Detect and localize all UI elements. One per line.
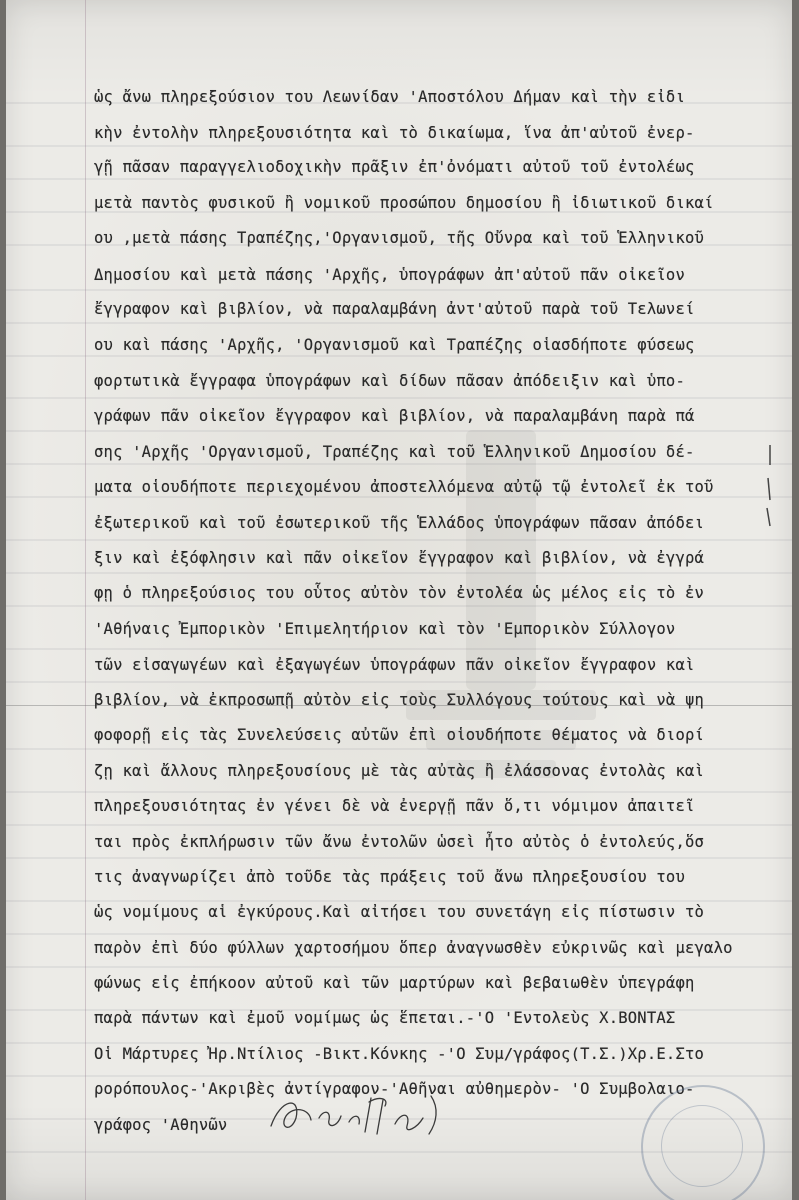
text-line: γράφος 'Αθηνῶν	[94, 1116, 228, 1134]
text-line: ἐξωτερικοῦ καὶ τοῦ ἐσωτερικοῦ τῆς Ἑλλάδος ὑπογράφων πᾶσαν ἀπόδει	[94, 514, 705, 532]
text-line: ἔγγραφον καὶ βιβλίον, νὰ παραλαμβάνη ἀντ'αὐτοῦ παρὰ τοῦ Τελωνεί	[94, 300, 695, 318]
text-line: τις ἀναγνωρίζει ἀπὸ τοῦδε τὰς πράξεις τοῦ ἄνω πληρεξουσίου του	[94, 868, 685, 886]
text-line: παρὰ πάντων καὶ ἐμοῦ νομίμως ὡς ἕπεται.-'Ο 'Εντολεὺς Χ.ΒΟΝΤΑΣ	[94, 1009, 676, 1027]
text-line: ρορόπουλος-'Ακριβὲς ἀντίγραφον-'Αθῆναι αὐθημερὸν- 'Ο Συμβολαιο-	[94, 1080, 695, 1098]
text-line: ὡς νομίμους αἱ ἐγκύρους.Καὶ αἰτήσει του συνετάγη εἰς πίστωσιν τὸ	[94, 903, 705, 921]
text-line: ται πρὸς ἐκπλήρωσιν τῶν ἄνω ἐντολῶν ὡσεὶ ἦτο αὐτὸς ὁ ἐντολεύς,ὅσ	[94, 833, 705, 851]
text-line: ου καὶ πάσης 'Αρχῆς, 'Οργανισμοῦ καὶ Τραπέζης οἱασδήποτε φύσεως	[94, 336, 695, 354]
text-line: ματα οἱουδήποτε περιεχομένου ἀποστελλόμενα αὐτῷ τῷ ἐντολεῖ ἐκ τοῦ	[94, 478, 714, 496]
text-line: κὴν ἐντολὴν πληρεξουσιότητα καὶ τὸ δικαίωμα, ἵνα ἀπ'αὐτοῦ ἐνερ-	[94, 124, 695, 142]
text-line: μετὰ παντὸς φυσικοῦ ἢ νομικοῦ προσώπου δημοσίου ἢ ἰδιωτικοῦ δικαί	[94, 194, 714, 212]
text-line: γράφων πᾶν οἰκεῖον ἔγγραφον καὶ βιβλίον, νὰ παραλαμβάνη παρὰ πά	[94, 407, 695, 425]
text-line: φοφορῇ εἰς τὰς Συνελεύσεις αὐτῶν ἐπὶ οἱουδήποτε θέματος νὰ διορί	[94, 726, 705, 744]
text-line: γῇ πᾶσαν παραγγελιοδοχικὴν πρᾶξιν ἐπ'ὀνόματι αὐτοῦ τοῦ ἐντολέως	[94, 158, 695, 176]
text-line: φῃ ὁ πληρεξούσιος του οὗτος αὐτὸν τὸν ἐντολέα ὡς μέλος εἰς τὸ ἐν	[94, 584, 705, 602]
text-line: ξιν καὶ ἐξόφλησιν καὶ πᾶν οἰκεῖον ἔγγραφον καὶ βιβλίον, νὰ ἐγγρά	[94, 549, 705, 567]
text-line: τῶν εἰσαγωγέων καὶ ἐξαγωγέων ὑπογράφων πᾶν οἰκεῖον ἔγγραφον καὶ	[94, 656, 695, 674]
text-line: πληρεξουσιότητας ἐν γένει δὲ νὰ ἐνεργῇ πᾶν ὅ,τι νόμιμον ἀπαιτεῖ	[94, 797, 695, 815]
text-line: ζῃ καὶ ἄλλους πληρεξουσίους μὲ τὰς αὐτὰς ἢ ἐλάσσονας ἐντολὰς καὶ	[94, 762, 705, 780]
text-line: ου ,μετὰ πάσης Τραπέζης,'Οργανισμοῦ, τῆς Οὔνρα καὶ τοῦ Ἑλληνικοῦ	[94, 229, 705, 247]
text-line: φώνως εἰς ἐπήκοον αὐτοῦ καὶ τῶν μαρτύρων καὶ βεβαιωθὲν ὑπεγράφη	[94, 974, 695, 992]
official-stamp-inner-ring	[661, 1105, 743, 1187]
text-line: σης 'Αρχῆς 'Οργανισμοῦ, Τραπέζης καὶ τοῦ Ἑλληνικοῦ Δημοσίου δέ-	[94, 443, 695, 461]
margin-pencil-marks	[758, 440, 788, 530]
text-line: Δημοσίου καὶ μετὰ πάσης 'Αρχῆς, ὑπογράφων ἀπ'αὐτοῦ πᾶν οἰκεῖον	[94, 266, 685, 284]
text-line: 'Αθήναις Ἐμπορικὸν 'Επιμελητήριον καὶ τὸν 'Εμπορικὸν Σύλλογον	[94, 620, 676, 638]
text-line: βιβλίον, νὰ ἐκπροσωπῇ αὐτὸν εἰς τοὺς Συλλόγους τούτους καὶ νὰ ψη	[94, 691, 705, 709]
handwritten-signature	[261, 1088, 451, 1138]
text-line: παρὸν ἐπὶ δύο φύλλων χαρτοσήμου ὅπερ ἀναγνωσθὲν εὐκρινῶς καὶ μεγαλο	[94, 939, 733, 957]
margin-rule	[85, 0, 86, 1200]
document-page	[6, 0, 792, 1200]
text-line: ὡς ἄνω πληρεξούσιον του Λεωνίδαν 'Αποστόλου Δήμαν καὶ τὴν εἰδι	[94, 88, 685, 106]
text-line: Οἱ Μάρτυρες Ἠρ.Ντίλιος -Βικτ.Κόνκης -'Ο Συμ/γράφος(Τ.Σ.)Χρ.Ε.Στο	[94, 1045, 705, 1063]
text-line: φορτωτικὰ ἔγγραφα ὑπογράφων καὶ δίδων πᾶσαν ἀπόδειξιν καὶ ὑπο-	[94, 372, 685, 390]
